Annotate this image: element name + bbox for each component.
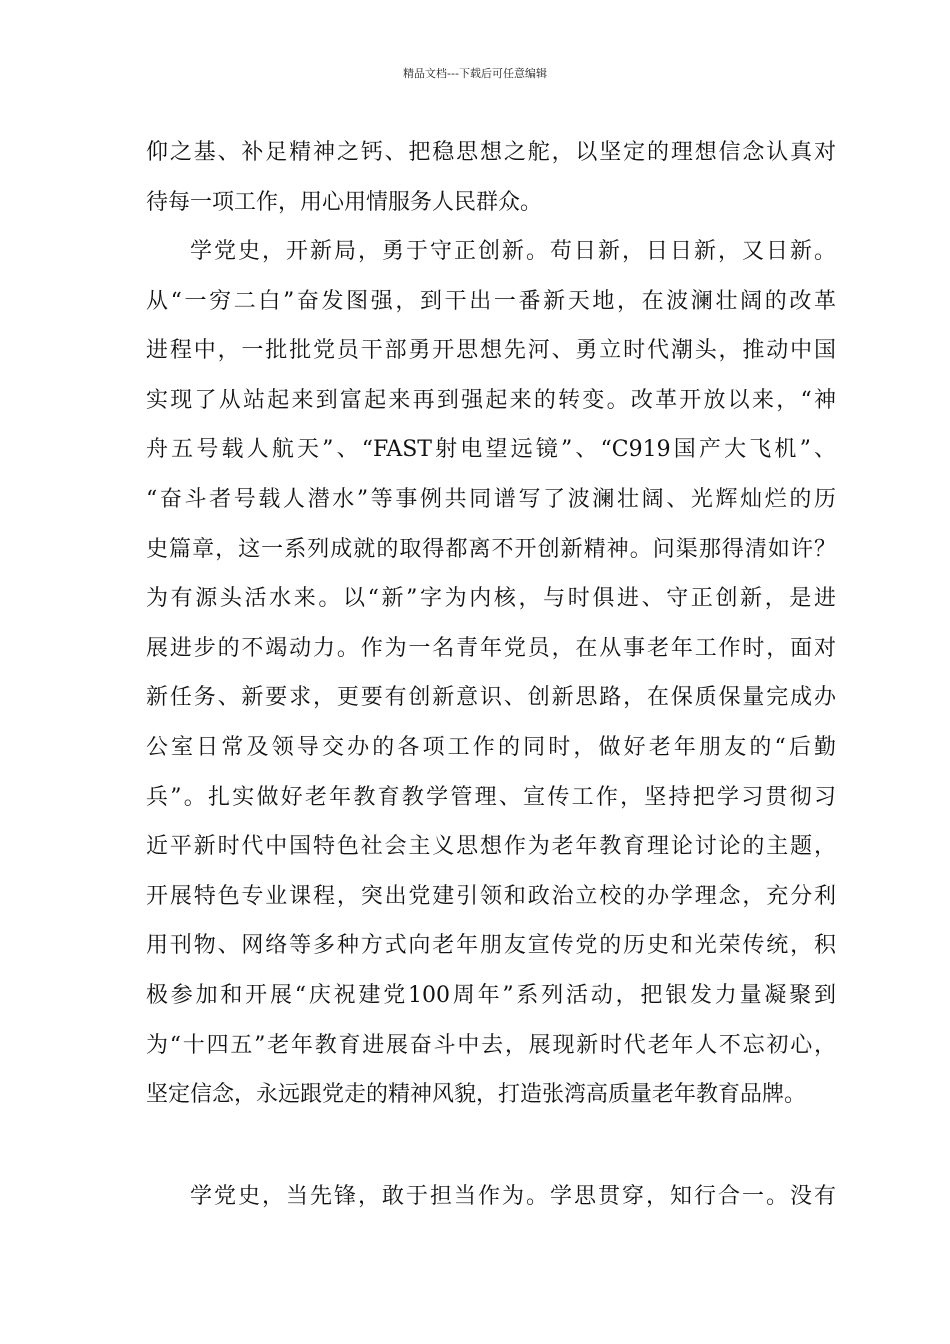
text-line: 为“十四五”老年教育进展奋斗中去，展现新时代老年人不忘初心，: [146, 1032, 836, 1058]
text-line: 仰之基、补足精神之钙、把稳思想之舵，以坚定的理想信念认真对: [146, 140, 836, 165]
paragraph-continuation: [146, 128, 836, 227]
text-line: 展进步的不竭动力。作为一名青年党员，在从事老年工作时，面对: [146, 635, 836, 661]
text-line: 极参加和开展“庆祝建党100周年”系列活动，把银发力量凝聚到: [146, 982, 836, 1008]
text-line: 舟五号载人航天”、“FAST射电望远镜”、“C919国产大飞机”、: [146, 437, 836, 463]
text-line: 史篇章，这一系列成就的取得都离不开创新精神。问渠那得清如许？: [146, 536, 836, 562]
text-line: 实现了从站起来到富起来再到强起来的转变。改革开放以来，“神: [146, 387, 836, 413]
text-line: 开展特色专业课程，突出党建引领和政治立校的办学理念，充分利: [146, 883, 836, 909]
paragraph-innovation: [146, 227, 836, 1120]
text-line: 学党史，当先锋，敢于担当作为。学思贯穿，知行合一。没有: [190, 1184, 836, 1209]
text-line: 坚定信念，永远跟党走的精神风貌，打造张湾高质量老年教育品牌。: [146, 1082, 807, 1108]
text-line: 进程中，一批批党员干部勇开思想先河、勇立时代潮头，推动中国: [146, 338, 836, 364]
text-line: 新任务、新要求，更要有创新意识、创新思路，在保质保量完成办: [146, 685, 836, 711]
paragraph-responsibility: [146, 1172, 836, 1222]
text-line: 学党史，开新局，勇于守正创新。苟日新，日日新，又日新。: [190, 239, 836, 264]
text-line: “奋斗者号载人潜水”等事例共同谱写了波澜壮阔、光辉灿烂的历: [146, 486, 836, 512]
text-line: 公室日常及领导交办的各项工作的同时，做好老年朋友的“后勤: [146, 734, 836, 760]
text-line: 近平新时代中国特色社会主义思想作为老年教育理论讨论的主题，: [146, 834, 836, 860]
text-line: 从“一穷二白”奋发图强，到干出一番新天地，在波澜壮阔的改革: [146, 288, 836, 314]
text-line: 用刊物、网络等多种方式向老年朋友宣传党的历史和光荣传统，积: [146, 933, 836, 959]
text-line: 为有源头活水来。以“新”字为内核，与时俱进、守正创新，是进: [146, 586, 836, 612]
text-line: 待每一项工作，用心用情服务人民群众。: [146, 189, 543, 215]
text-line: 兵”。扎实做好老年教育教学管理、宣传工作，坚持把学习贯彻习: [146, 784, 836, 810]
page-header: 精品文档---下载后可任意编辑: [403, 67, 547, 80]
